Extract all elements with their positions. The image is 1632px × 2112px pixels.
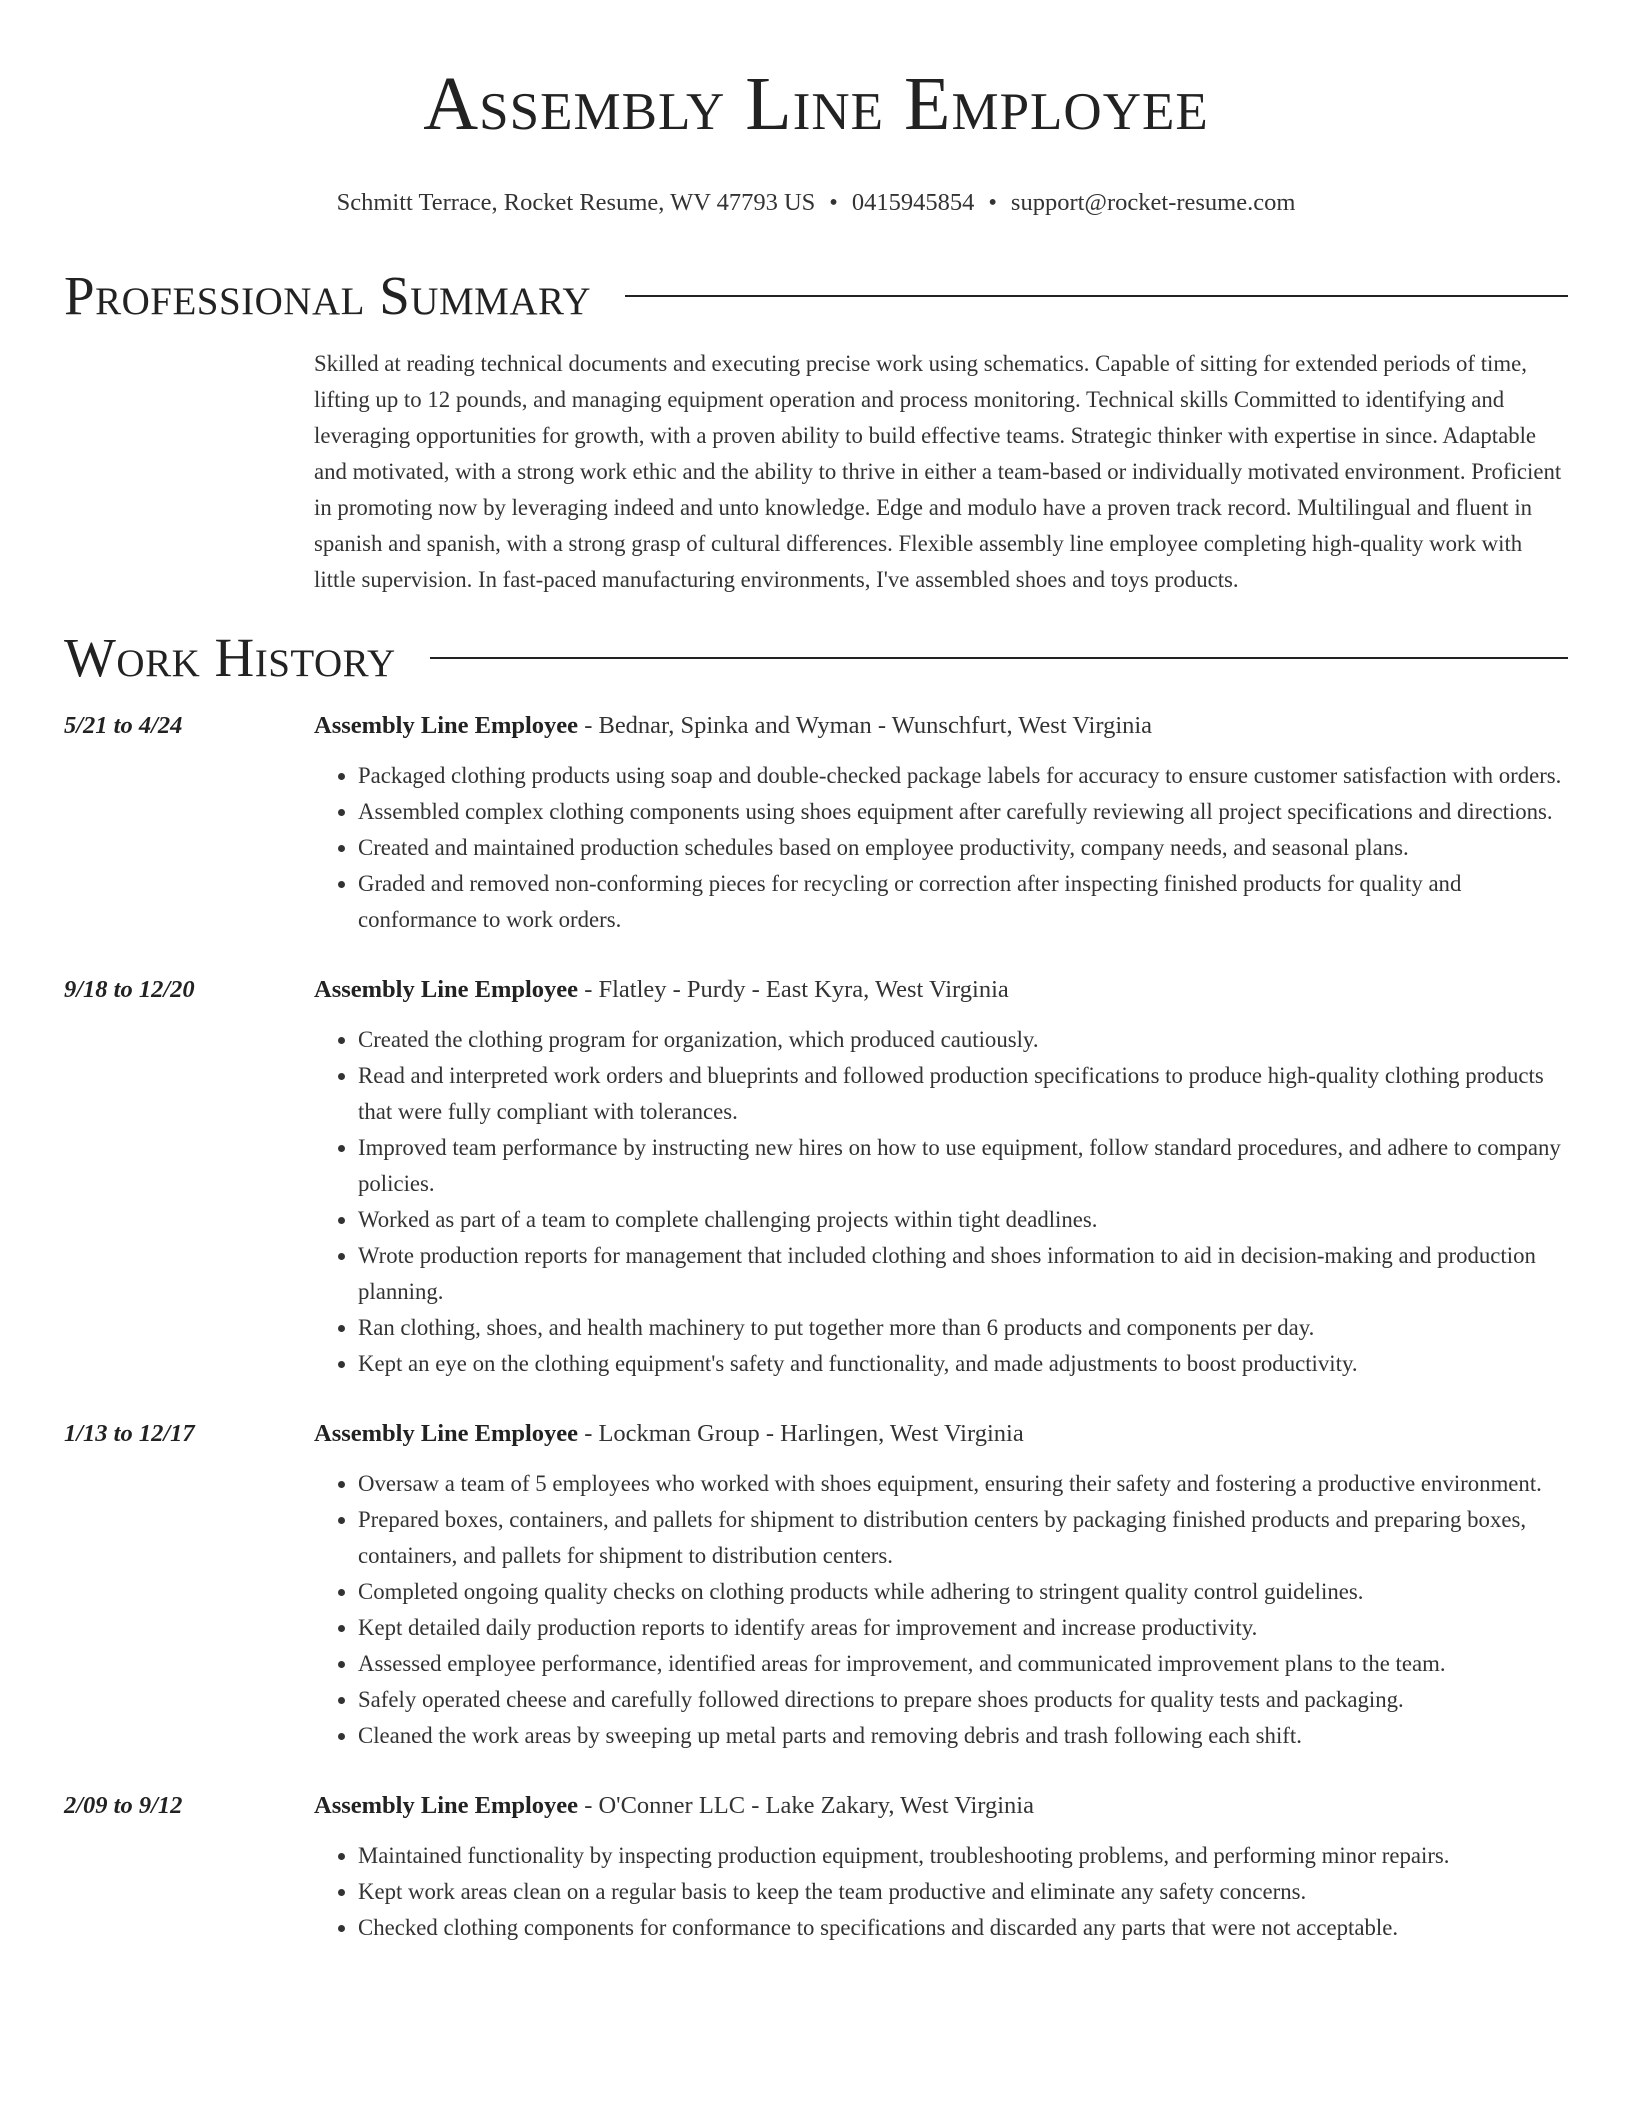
job-bullet: • Checked clothing components for conformance to specifications and discarded any parts that were not acceptable.	[358, 1910, 1568, 1946]
work-history-section-header	[64, 628, 1568, 688]
job-entry	[64, 708, 1568, 938]
job-bullet: • Assessed employee performance, identified areas for improvement, and communicated improvement plans to the team.	[358, 1646, 1568, 1682]
job-bullet: • Graded and removed non-conforming pieces for recycling or correction after inspecting finished products for quality and conformance to work orders.	[358, 866, 1568, 938]
job-title-line	[314, 708, 1152, 744]
summary-section-header	[64, 266, 1568, 326]
job-bullet: • Assembled complex clothing components using shoes equipment after carefully reviewing all project specifications and directions.	[358, 794, 1568, 830]
contact-separator: •	[829, 189, 838, 216]
job-bullet: • Worked as part of a team to complete challenging projects within tight deadlines.	[358, 1202, 1568, 1238]
job-dates: 2/09 to 9/12	[64, 1792, 183, 1819]
job-company-location: - Bednar, Spinka and Wyman - Wunschfurt, West Virginia	[578, 712, 1153, 739]
job-bullet-list	[314, 1022, 1568, 1382]
job-title-line	[314, 972, 1009, 1008]
job-bullet: • Prepared boxes, containers, and pallets for shipment to distribution centers by packaging finished products and preparing boxes, containers, and pallets for shipment to distribution centers.	[358, 1502, 1568, 1574]
job-list	[64, 708, 1568, 1946]
section-divider	[625, 295, 1568, 297]
job-bullet: • Read and interpreted work orders and blueprints and followed production specifications to produce high-quality clothing products that were fully compliant with tolerances.	[358, 1058, 1568, 1130]
job-bullet: • Kept detailed daily production reports to identify areas for improvement and increase productivity.	[358, 1610, 1568, 1646]
job-bullet: • Completed ongoing quality checks on clothing products while adhering to stringent quality control guidelines.	[358, 1574, 1568, 1610]
summary-text: Skilled at reading technical documents and executing precise work using schematics. Capable of sitting for extended periods of time, lifting up to 12 pounds, and managing equipment operation and process monitoring. Technical skills Committed to identifying and leveraging opportunities for growth, with a proven ability to build effective teams. Strategic thinker with expertise in since. Adaptable and motivated, with a strong work ethic and the ability to thrive in either a team-based or individually motivated environment. Proficient in promoting now by leveraging indeed and unto knowledge. Edge and modulo have a proven track record. Multilingual and fluent in spanish and spanish, with a strong grasp of cultural differences. Flexible assembly line employee completing high-quality work with little supervision. In fast-paced manufacturing environments, I've assembled shoes and toys products.	[314, 351, 1562, 592]
job-entry	[64, 972, 1568, 1382]
job-title-line	[314, 1416, 1024, 1452]
job-bullet: • Wrote production reports for management that included clothing and shoes information to aid in decision-making and production planning.	[358, 1238, 1568, 1310]
job-bullet: • Improved team performance by instructing new hires on how to use equipment, follow standard procedures, and adhere to company policies.	[358, 1130, 1568, 1202]
job-bullet: • Cleaned the work areas by sweeping up metal parts and removing debris and trash following each shift.	[358, 1718, 1568, 1754]
job-header	[64, 1788, 1568, 1824]
job-role: Assembly Line Employee	[314, 1792, 579, 1819]
contact-line	[64, 188, 1568, 218]
resume-name: Assembly Line Employee	[423, 62, 1209, 146]
summary-heading: Professional Summary	[64, 265, 592, 326]
job-title-line	[314, 1788, 1034, 1824]
job-role: Assembly Line Employee	[314, 976, 579, 1003]
job-bullet: • Safely operated cheese and carefully followed directions to prepare shoes products for quality tests and packaging.	[358, 1682, 1568, 1718]
job-dates: 9/18 to 12/20	[64, 976, 195, 1003]
job-role: Assembly Line Employee	[314, 1420, 579, 1447]
contact-phone: 0415945854	[851, 189, 975, 216]
job-bullet: • Created and maintained production schedules based on employee productivity, company needs, and seasonal plans.	[358, 830, 1568, 866]
contact-email: support@rocket-resume.com	[1010, 189, 1296, 216]
job-bullet: • Kept work areas clean on a regular basis to keep the team productive and eliminate any safety concerns.	[358, 1874, 1568, 1910]
job-header	[64, 972, 1568, 1008]
job-bullet-list	[314, 1838, 1568, 1946]
job-bullet: • Maintained functionality by inspecting production equipment, troubleshooting problems, and performing minor repairs.	[358, 1838, 1568, 1874]
job-company-location: - O'Conner LLC - Lake Zakary, West Virginia	[578, 1792, 1034, 1819]
job-header	[64, 1416, 1568, 1452]
section-divider	[430, 657, 1568, 659]
job-bullet: • Ran clothing, shoes, and health machinery to put together more than 6 products and components per day.	[358, 1310, 1568, 1346]
job-bullet: • Oversaw a team of 5 employees who worked with shoes equipment, ensuring their safety and fostering a productive environment.	[358, 1466, 1568, 1502]
work-history-heading: Work History	[64, 627, 396, 688]
job-role: Assembly Line Employee	[314, 712, 579, 739]
job-bullet: • Created the clothing program for organization, which produced cautiously.	[358, 1022, 1568, 1058]
job-dates: 5/21 to 4/24	[64, 712, 183, 739]
job-company-location: - Flatley - Purdy - East Kyra, West Virginia	[578, 976, 1009, 1003]
contact-separator: •	[988, 189, 997, 216]
job-bullet-list	[314, 758, 1568, 938]
job-bullet: • Kept an eye on the clothing equipment's safety and functionality, and made adjustments to boost productivity.	[358, 1346, 1568, 1382]
job-bullet-list	[314, 1466, 1568, 1754]
job-header	[64, 708, 1568, 744]
job-dates: 1/13 to 12/17	[64, 1420, 195, 1447]
job-entry	[64, 1788, 1568, 1946]
contact-address: Schmitt Terrace, Rocket Resume, WV 47793 US	[336, 189, 816, 216]
job-bullet: • Packaged clothing products using soap and double-checked package labels for accuracy to ensure customer satisfaction with orders.	[358, 758, 1568, 794]
job-company-location: - Lockman Group - Harlingen, West Virginia	[578, 1420, 1024, 1447]
job-entry	[64, 1416, 1568, 1754]
